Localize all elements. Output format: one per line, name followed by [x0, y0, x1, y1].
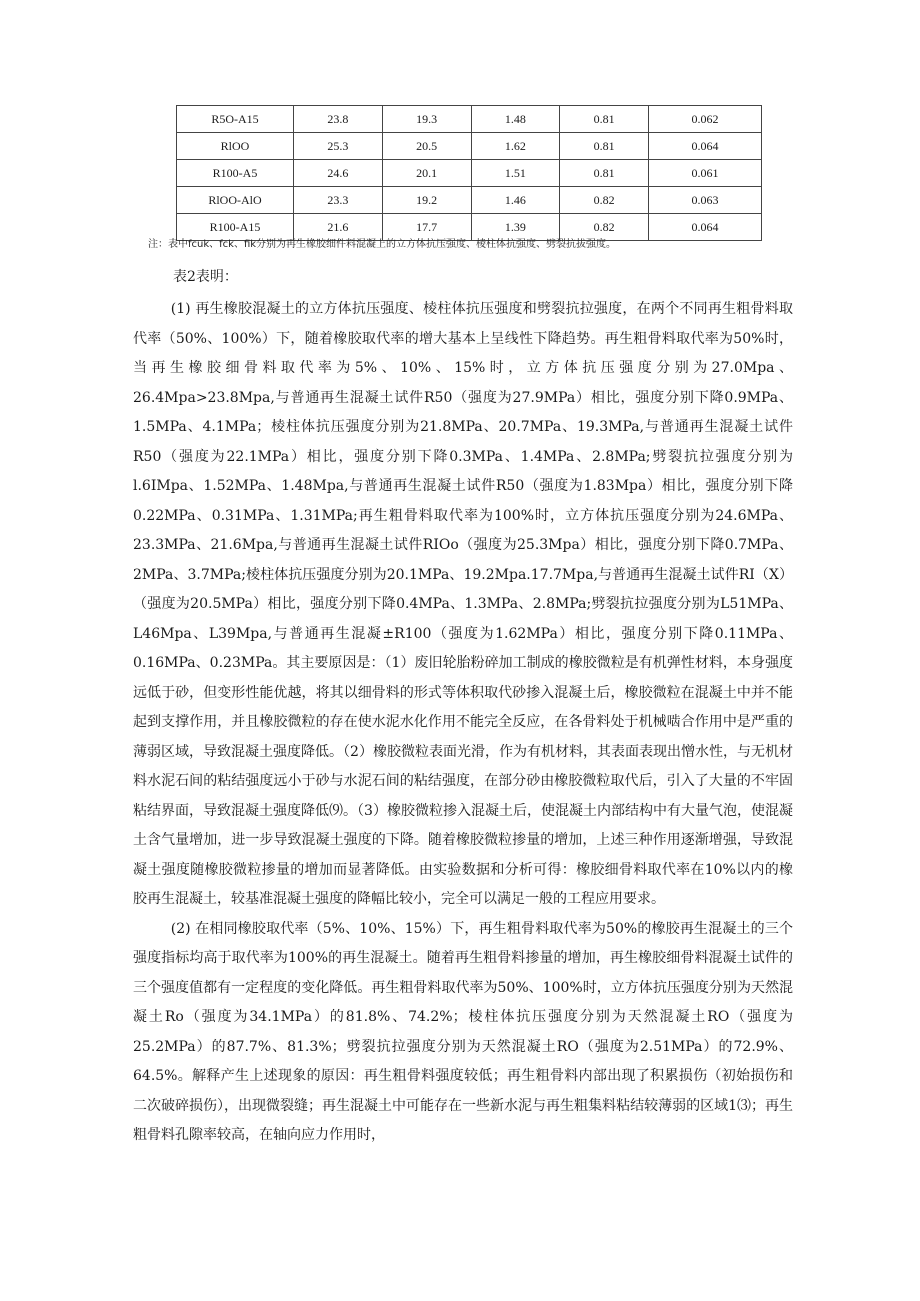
table-cell: 23.8	[294, 106, 383, 133]
table-cell: 19.3	[382, 106, 471, 133]
table-row	[177, 187, 762, 214]
table-cell: 0.061	[649, 160, 762, 187]
table-cell: 19.2	[382, 187, 471, 214]
strength-table	[176, 105, 762, 241]
table-cell: R5O-A15	[177, 106, 294, 133]
table-cell: 17.7	[382, 214, 471, 241]
table-cell: 0.81	[560, 133, 649, 160]
table-cell: 1.48	[471, 106, 560, 133]
table-cell: 1.46	[471, 187, 560, 214]
table-cell: R100-A5	[177, 160, 294, 187]
table-cell: 1.39	[471, 214, 560, 241]
table-cell: 20.1	[382, 160, 471, 187]
table-cell: 0.82	[560, 214, 649, 241]
table-row	[177, 160, 762, 187]
table-cell: 0.81	[560, 106, 649, 133]
table-cell: 24.6	[294, 160, 383, 187]
table-cell: 20.5	[382, 133, 471, 160]
table-cell: 0.064	[649, 133, 762, 160]
section-heading: 表2表明：	[173, 269, 238, 285]
table-row	[177, 133, 762, 160]
table-note: 注：表中fcuk、fck、fik分别为再生橡胶细件料混凝上的立方体抗压强度、棱柱体抗强度、劈裂抗拔强度。	[148, 239, 617, 250]
table-cell: 21.6	[294, 214, 383, 241]
table-body	[177, 106, 762, 241]
paragraph-2: (2) 在相同橡胶取代率（5%、10%、15%）下，再生粗骨料取代率为50%的橡胶再生混凝土的三个强度指标均高于取代率为100%的再生混凝土。随着再生粗骨料掺量的增加，再生橡胶细骨料混凝土试件的三个强度值都有一定程度的变化降低。再生粗骨料取代率为50%、100%时，立方体抗压强度分别为天然混凝土Ro（强度为34.1MPa）的81.8%、74.2%；棱柱体抗压强度分别为天然混凝土RO（强度为25.2MPa）的87.7%、81.3%；劈裂抗拉强度分别为天然混凝土RO（强度为2.51MPa）的72.9%、64.5%。解释产生上述现象的原因：再生粗骨料强度较低；再生粗骨料内部出现了积累损伤（初始损伤和二次破碎损伤），出现微裂缝；再生混凝土中可能存在一些新水泥与再生粗集料粘结较薄弱的区域1⑶；再生粗骨料孔隙率较高，在轴向应力作用时，	[133, 920, 793, 1143]
table-cell: 1.62	[471, 133, 560, 160]
table-cell: R100-A15	[177, 214, 294, 241]
table-cell: 23.3	[294, 187, 383, 214]
table-cell: RlOO	[177, 133, 294, 160]
table-cell: 0.063	[649, 187, 762, 214]
table-cell: 0.81	[560, 160, 649, 187]
body-text	[133, 295, 793, 1151]
paragraph-1: (1) 再生橡胶混凝土的立方体抗压强度、棱柱体抗压强度和劈裂抗拉强度，在两个不同再生粗骨料取代率（50%、100%）下，随着橡胶取代率的增大基本上呈线性下降趋势。再生粗骨料取代率为50%时，当再生橡胶细骨料取代率为5%、10%、15%时，立方体抗压强度分别为27.0Mpa、26.4Mpa>23.8Mpa,与普通再生混凝土试件R50（强度为27.9MPa）相比，强度分别下降0.9MPa、1.5MPa、4.1MPa；棱柱体抗压强度分别为21.8MPa、20.7MPa、19.3MPa,与普通再生混凝土试件R50（强度为22.1MPa）相比，强度分别下降0.3MPa、1.4MPa、2.8MPa;劈裂抗拉强度分别为l.6IMpa、1.52MPa、1.48Mpa,与普通再生混凝土试件R50（强度为1.83Mpa）相比，强度分别下降0.22MPa、0.31MPa、1.31MPa;再生粗骨料取代率为100%时，立方体抗压强度分别为24.6MPa、23.3MPa、21.6Mpa,与普通再生混凝土试件RIOo（强度为25.3Mpa）相比，强度分别下降0.7MPa、2MPa、3.7MPa;棱柱体抗压强度分别为20.1MPa、19.2Mpa.17.7Mpa,与普通再生混凝土试件RI（X）（强度为20.5MPa）相比，强度分别下降0.4MPa、1.3MPa、2.8MPa;劈裂抗拉强度分别为L51MPa、L46Mpa、L39Mpa,与普通再生混凝±R100（强度为1.62MPa）相比，强度分别下降0.11MPa、0.16MPa、0.23MPa。其主要原因是：（1）废旧轮胎粉碎加工制成的橡胶微粒是有机弹性材料，本身强度远低于砂，但变形性能优越，将其以细骨料的形式等体积取代砂掺入混凝土后，橡胶微粒在混凝土中并不能起到支撑作用，并且橡胶微粒的存在使水泥水化作用不能完全反应，在各骨料处于机械啮合作用中是严重的薄弱区域，导致混凝土强度降低。（2）橡胶微粒表面光滑，作为有机材料，其表面表现出憎水性，与无机材料水泥石间的粘结强度远小于砂与水泥石间的粘结强度，在部分砂由橡胶微粒取代后，引入了大量的不牢固粘结界面，导致混凝土强度降低⑼。（3）橡胶微粒掺入混凝土后，使混凝土内部结构中有大量气泡，使混凝土含气量增加，进一步导致混凝土强度的下降。随着橡胶微粒掺量的增加，上述三种作用逐渐增强，导致混凝土强度随橡胶微粒掺量的增加而显著降低。由实验数据和分析可得：橡胶细骨料取代率在10%以内的橡胶再生混凝土，较基准混凝土强度的降幅比较小，完全可以满足一般的工程应用要求。	[133, 301, 793, 907]
table-cell: 25.3	[294, 133, 383, 160]
table-cell: 1.51	[471, 160, 560, 187]
table-cell: RlOO-AlO	[177, 187, 294, 214]
table-cell: 0.062	[649, 106, 762, 133]
table-cell: 0.064	[649, 214, 762, 241]
table-cell: 0.82	[560, 187, 649, 214]
table-row	[177, 106, 762, 133]
